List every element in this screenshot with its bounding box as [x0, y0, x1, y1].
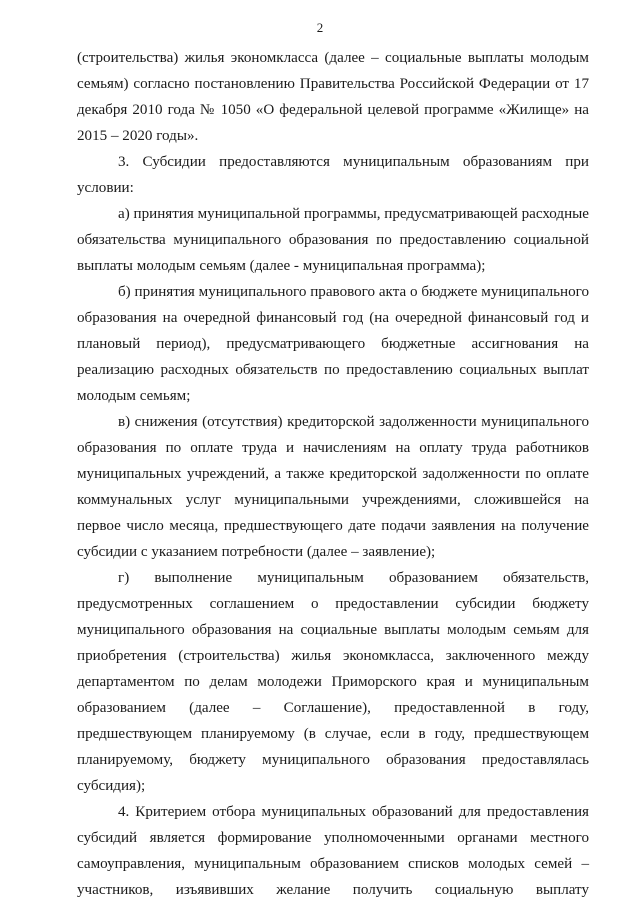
page-number: 2	[316, 20, 324, 35]
paragraph-item-3: 3. Субсидии предоставляются муниципальным образованиям при условии:	[77, 154, 589, 196]
paragraph-item-3v: в) снижения (отсутствия) кредиторской задолженности муниципального образования по оплате труда и начислениям на оплату труда работников муниципальных учреждений, а также кредиторской задолженности по оплате коммунальных услуг муниципальными учреждениями, сложившейся на первое число месяца, предшествующего дате подачи заявления на получение субсидии с указанием потребности (далее – заявление);	[77, 414, 589, 560]
paragraph-item-4: 4. Критерием отбора муниципальных образований для предоставления субсидий является формирование уполномоченными органами местного самоуправления, муниципальным образованием списков молодых семей – участников, изъявивших желание получить социальную выплату	[77, 804, 589, 898]
paragraph-item-3g: г) выполнение муниципальным образованием обязательств, предусмотренных соглашением о предоставлении субсидии бюджету муниципального образования на социальные выплаты молодым семьям для приобретения (строительства) жилья экономкласса, заключенного между департаментом по делам молодежи Приморского края и муниципальным образованием (далее – Соглашение), предоставленной в году, предшествующем планируемому (в случае, если в году, предшествующем планируемому, бюджету муниципального образования предоставлялась субсидия);	[77, 570, 589, 794]
document-body	[77, 45, 589, 903]
paragraph-item-3a: а) принятия муниципальной программы, предусматривающей расходные обязательства муниципального образования по предоставлению социальной выплаты молодым семьям (далее - муниципальная программа);	[77, 206, 589, 274]
paragraph-continuation: (строительства) жилья экономкласса (далее – социальные выплаты молодым семьям) согласно постановлению Правительства Российской Федерации от 17 декабря 2010 года № 1050 «О федеральной целевой программе «Жилище» на 2015 – 2020 годы».	[77, 50, 589, 144]
paragraph-item-3b: б) принятия муниципального правового акта о бюджете муниципального образования на очередной финансовый год (на очередной финансовый год и плановый период), предусматривающего бюджетные ассигнования на реализацию расходных обязательств по предоставлению социальных выплат молодым семьям;	[77, 284, 589, 404]
